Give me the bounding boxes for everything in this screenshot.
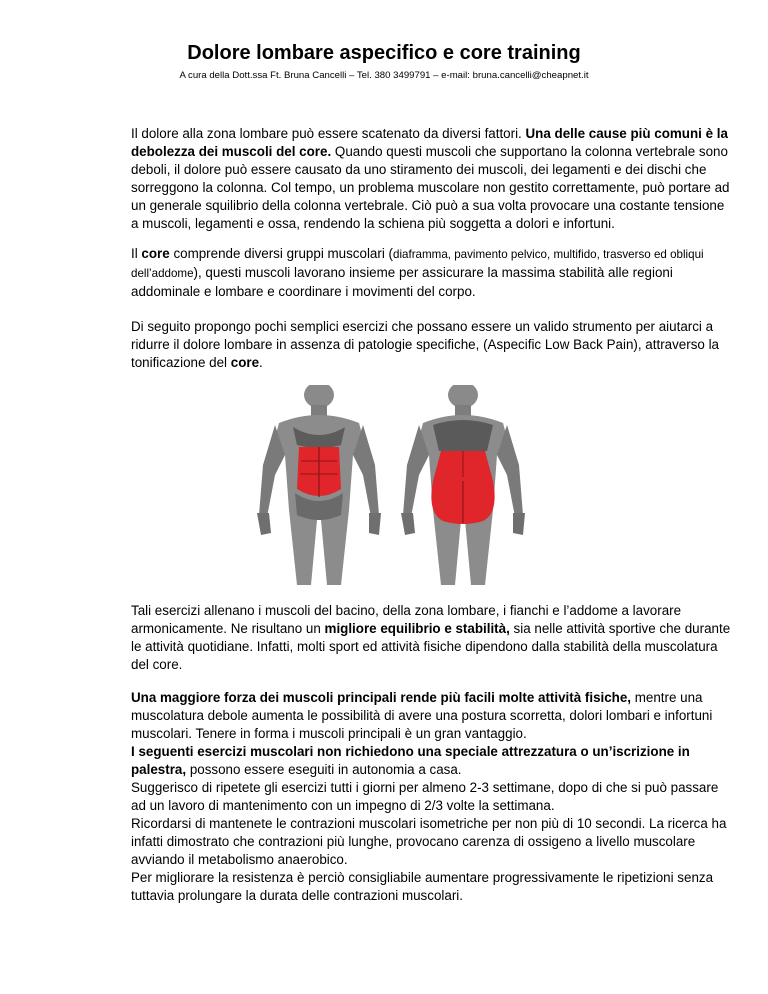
bold-text: I seguenti esercizi muscolari non richiedono una speciale attrezzatura o un’iscrizione in palestra, [131, 744, 690, 777]
text-run: ), questi muscoli lavorano insieme per assicurare la massima stabilità alle regioni addominale e lombare e coordinare i movimenti del corpo. [131, 265, 673, 299]
text-run: . [259, 355, 263, 370]
document-title: Dolore lombare aspecifico e core training [187, 42, 581, 64]
bold-text: core [141, 246, 170, 261]
text-run: mentre una muscolatura debole aumenta le possibilità di avere una postura scorretta, dolori lombari e infortuni muscolari. Tenere in forma i muscoli principali è un gran vantaggio. [131, 690, 713, 741]
text-run: Tali esercizi allenano i muscoli del bacino, della zona lombare, i fianchi e l’addome a lavorare armonicamente. Ne risultano un [131, 603, 682, 636]
paragraph-exercises-intro [131, 318, 733, 372]
text-run: Per migliorare la resistenza è perciò consigliabile aumentare progressivamente le ripetizioni senza tuttavia prolungare la durata delle contrazioni muscolari. [131, 870, 714, 903]
text-run: sia nelle attività sportive che durante le attività quotidiane. Infatti, molti sport ed attività fisiche dipendono dalla stabilità della muscolatura del core. [131, 621, 731, 672]
bold-text: Una delle cause più comuni è la debolezza dei muscoli del core. [131, 126, 728, 159]
text-run: Di seguito propongo pochi semplici esercizi che possano essere un valido strumento per aiutarci a ridurre il dolore lombare in assenza di patologie specifiche, (Aspecific Low Back Pain), attraverso la tonificazione del [131, 319, 719, 370]
bold-text: migliore equilibrio e stabilità, [324, 621, 510, 636]
text-run: comprende diversi gruppi muscolari ( [169, 246, 393, 261]
text-run: Suggerisco di ripetete gli esercizi tutti i giorni per almeno 2-3 settimane, dopo di che si può passare ad un lavoro di mantenimento con un impegno di 2/3 volte la settimana. [131, 780, 719, 813]
document-subtitle: A cura della Dott.ssa Ft. Bruna Cancelli – Tel. 380 3499791 – e-mail: bruna.cancelli@cheapnet.it [179, 70, 589, 81]
paragraph-intro [131, 125, 733, 233]
front-body-figure [257, 385, 381, 585]
text-run: Ricordarsi di mantenete le contrazioni muscolari isometriche per non più di 10 secondi. La ricerca ha infatti dimostrato che contrazioni più lunghe, provocano carenza di ossigeno a livello muscolare avviando il metabolismo anaerobico. [131, 816, 727, 867]
bold-text: Una maggiore forza dei muscoli principali rende più facili molte attività fisiche, [131, 690, 632, 705]
back-body-figure [401, 385, 525, 585]
core-muscles-illustration [257, 385, 526, 585]
text-run: Quando questi muscoli che supportano la colonna vertebrale sono deboli, il dolore può essere causato da uno stiramento dei muscoli, dei legamenti e dei dischi che sorreggono la colonna. Col tempo, un problema muscolare non gestito correttamente, può portare ad un generale squilibrio della colonna vertebrale. Ciò può a sua volta provocare una costante tensione a muscoli, legamenti e ossa, rendendo la schiena più soggetta a dolori e infortuni. [131, 144, 730, 231]
text-run: possono essere eseguiti in autonomia a casa. [186, 762, 462, 777]
paragraph-benefits [131, 602, 733, 674]
text-run: Il dolore alla zona lombare può essere scatenato da diversi fattori. [131, 126, 526, 141]
text-run: Il [131, 246, 142, 261]
muscle-list-text: diaframma, pavimento pelvico, multifido, trasverso ed obliqui dell’addome [131, 248, 704, 280]
paragraph-core-definition [131, 245, 733, 301]
paragraph-guidelines [131, 689, 733, 905]
bold-text: core [230, 355, 260, 370]
